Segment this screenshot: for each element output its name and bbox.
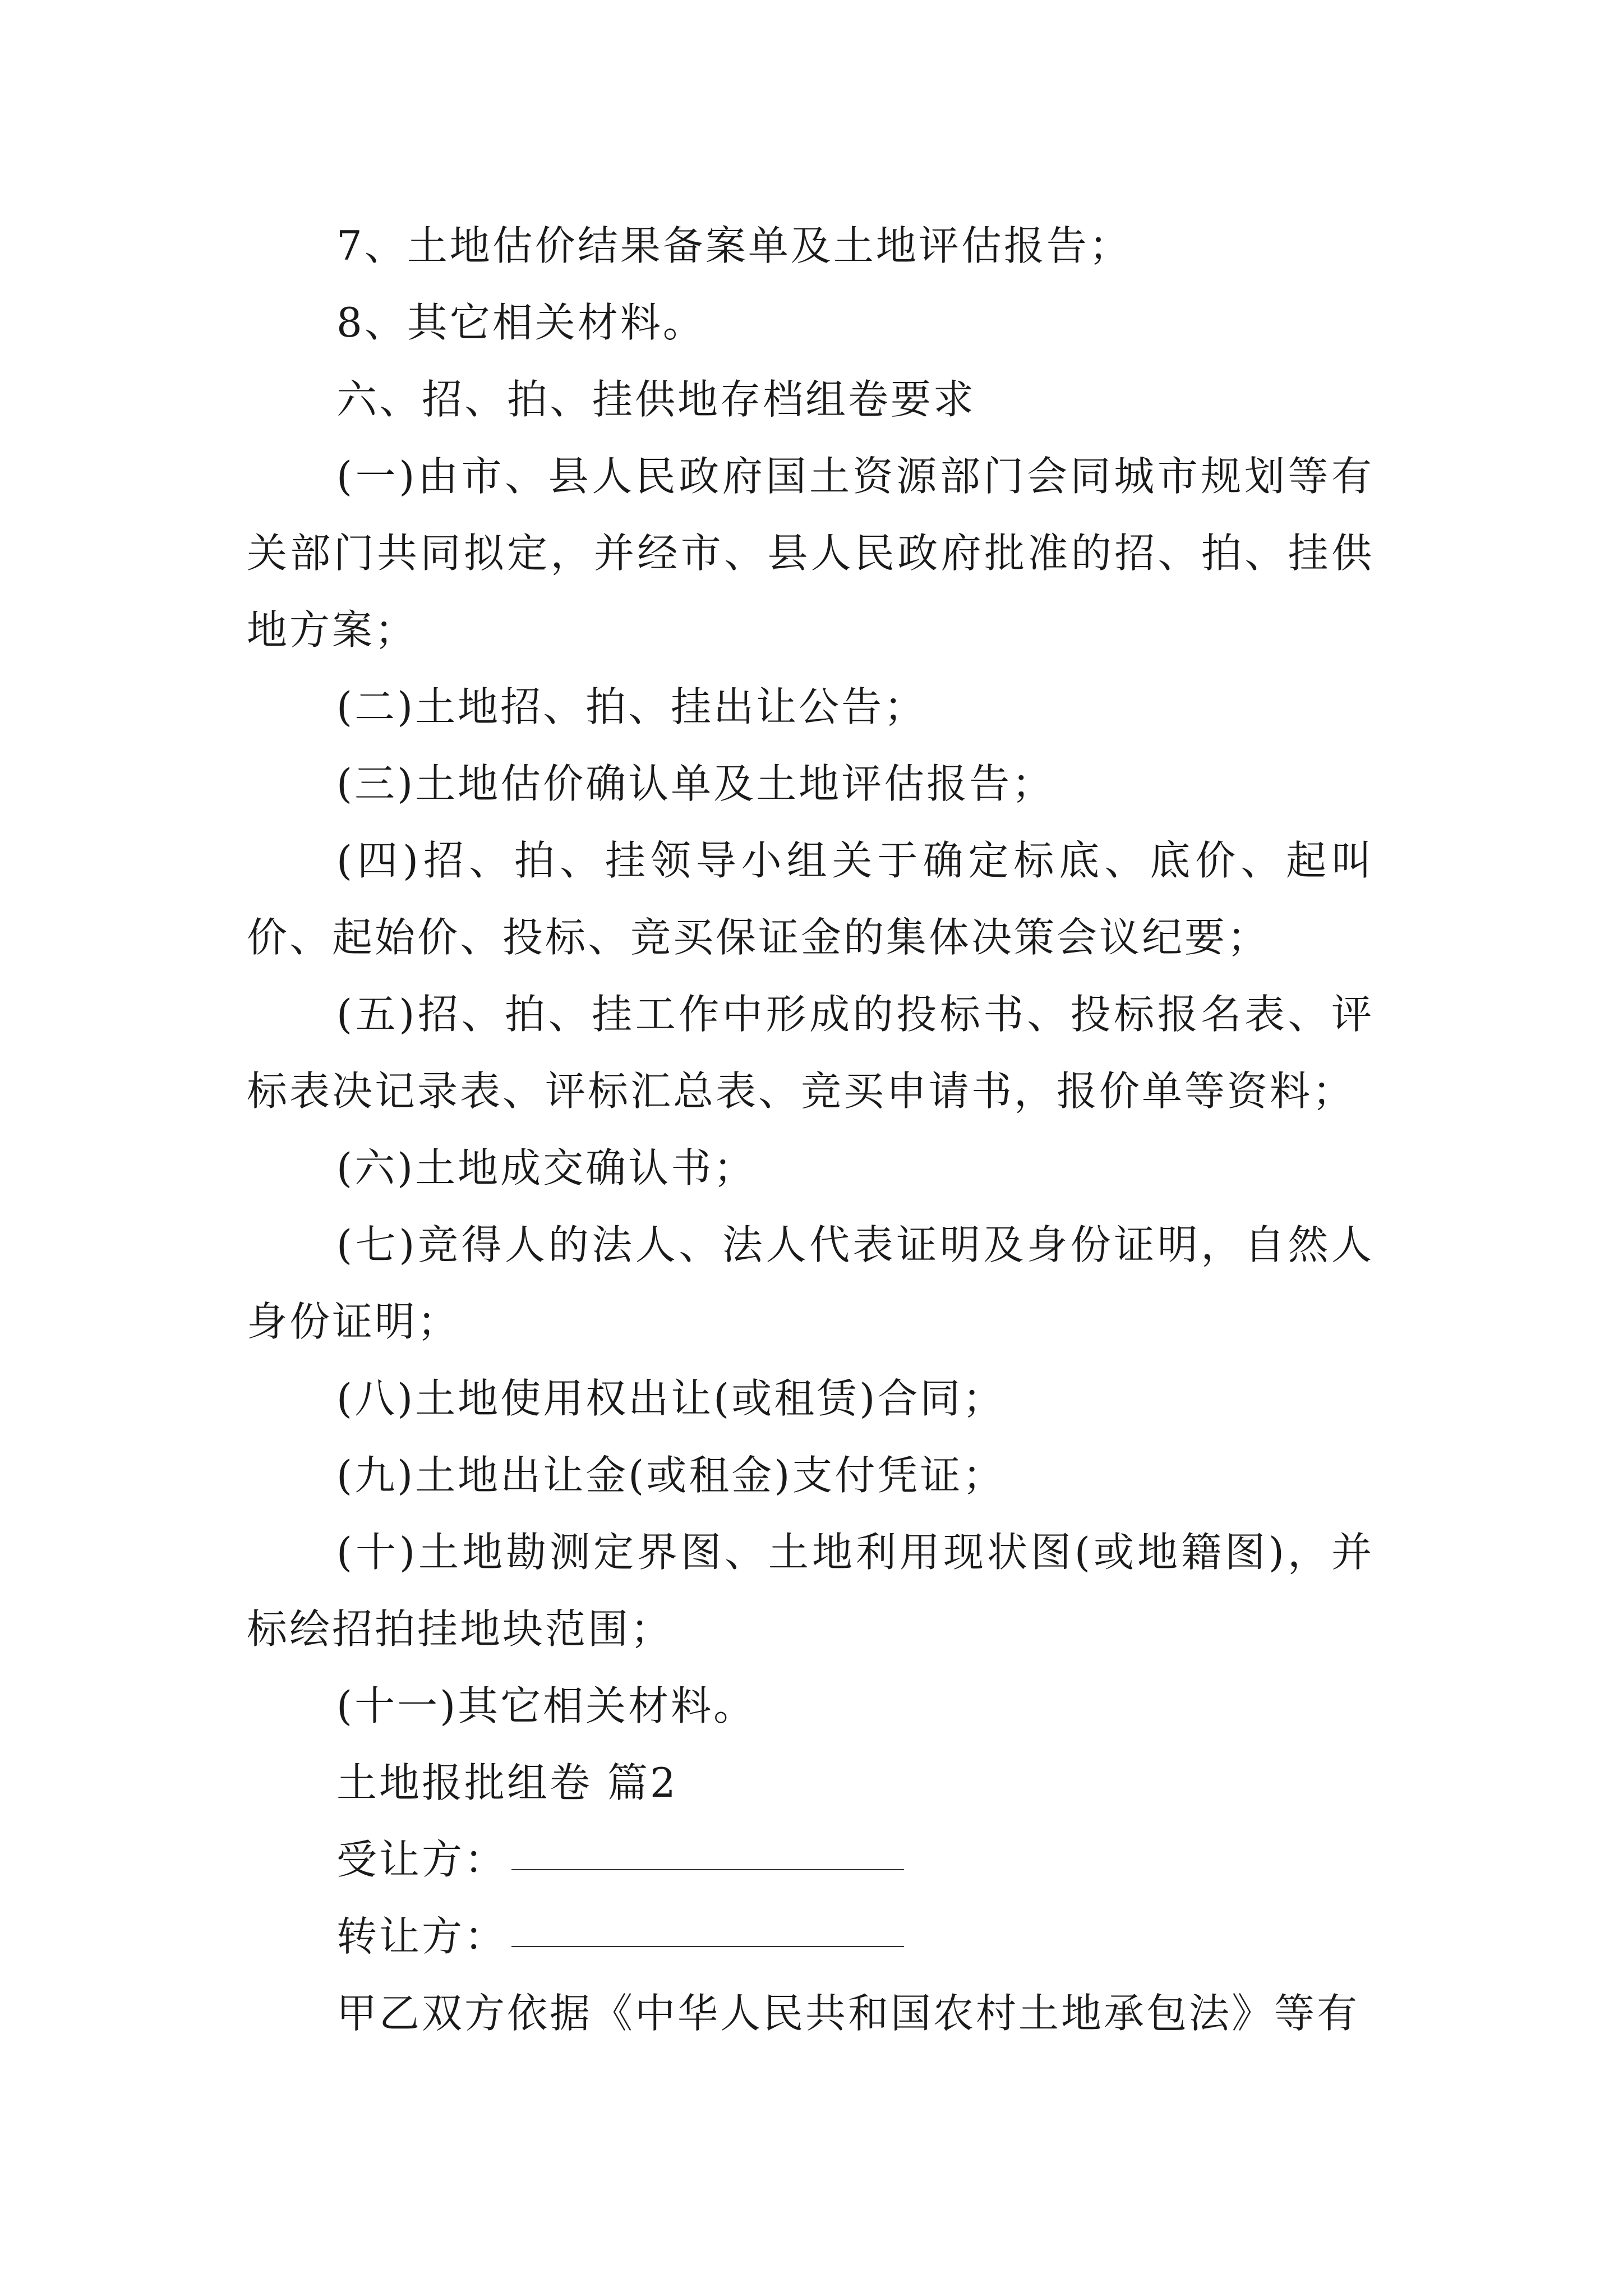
paragraph-clause-4: (四)招、拍、挂领导小组关于确定标底、底价、起叫价、起始价、投标、竞买保证金的集体决策会议纪要； — [247, 837, 1374, 961]
closing-paragraph: 甲乙双方依据《中华人民共和国农村土地承包法》等有 — [336, 1990, 1360, 2037]
paragraph-clause-3: (三)土地估价确认单及土地评估报告； — [336, 760, 1055, 807]
paragraph-item-7: 7、土地估价结果备案单及土地评估报告； — [336, 222, 1132, 269]
paragraph-clause-1: (一)由市、县人民政府国土资源部门会同城市规划等有关部门共同拟定，并经市、县人民政府批准的招、拍、挂供地方案； — [247, 453, 1374, 654]
paragraph-clause-10: (十)土地勘测定界图、土地利用现状图(或地籍图)，并标绘招拍挂地块范围； — [247, 1529, 1374, 1653]
paragraph-item-8: 8、其它相关材料。 — [336, 299, 706, 346]
paragraph-clause-9: (九)土地出让金(或租金)支付凭证； — [336, 1452, 1006, 1499]
paragraph-clause-8: (八)土地使用权出让(或租赁)合同； — [336, 1375, 1006, 1422]
paragraph-clause-2: (二)土地招、拍、挂出让公告； — [336, 683, 927, 730]
paragraph-clause-5: (五)招、拍、挂工作中形成的投标书、投标报名表、评标表决记录表、评标汇总表、竞买申请书，报价单等资料； — [247, 991, 1374, 1115]
paragraph-clause-7: (七)竞得人的法人、法人代表证明及身份证明，自然人身份证明； — [247, 1221, 1374, 1345]
transferee-row — [247, 1821, 1374, 1898]
section-title-part-2: 土地报批组卷 篇2 — [336, 1759, 678, 1806]
transferor-label: 转让方： — [336, 1913, 508, 1960]
transferor-row — [247, 1898, 1374, 1975]
transferee-label: 受让方： — [336, 1836, 508, 1883]
paragraph-clause-6: (六)土地成交确认书； — [336, 1144, 757, 1191]
section-heading-6: 六、招、拍、挂供地存档组卷要求 — [336, 376, 976, 423]
document-body — [247, 208, 1374, 2052]
paragraph-clause-11: (十一)其它相关材料。 — [336, 1682, 757, 1729]
transferee-blank-line — [511, 1869, 904, 1870]
transferor-blank-line — [511, 1946, 904, 1947]
